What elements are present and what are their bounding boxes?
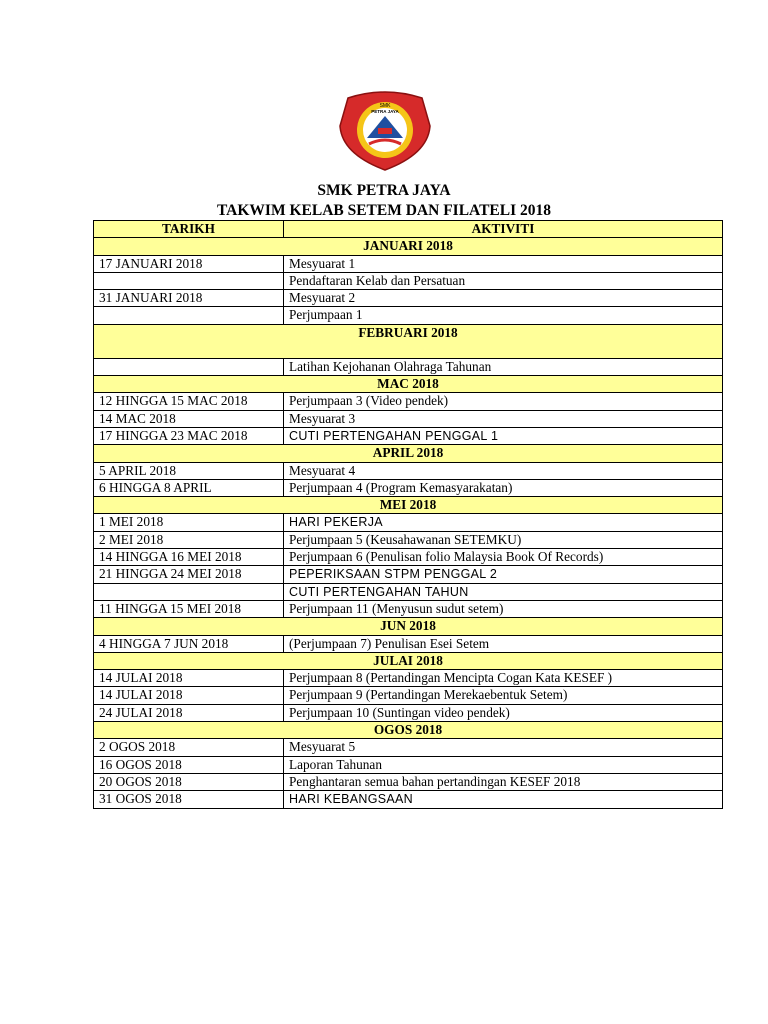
- table-row: [94, 358, 723, 375]
- activity-cell: Perjumpaan 3 (Video pendek): [284, 393, 723, 410]
- date-cell: 17 JANUARI 2018: [94, 255, 284, 272]
- date-cell: 2 OGOS 2018: [94, 739, 284, 756]
- date-cell: 20 OGOS 2018: [94, 773, 284, 790]
- activity-cell: Perjumpaan 8 (Pertandingan Mencipta Cogan Kata KESEF ): [284, 670, 723, 687]
- activity-cell: Mesyuarat 4: [284, 462, 723, 479]
- month-header-row: [94, 376, 723, 393]
- date-cell: 12 HINGGA 15 MAC 2018: [94, 393, 284, 410]
- month-label: APRIL 2018: [94, 445, 723, 462]
- month-header-row: [94, 324, 723, 358]
- month-header-row: [94, 618, 723, 635]
- activity-cell: Perjumpaan 4 (Program Kemasyarakatan): [284, 479, 723, 496]
- table-row: [94, 393, 723, 410]
- activity-cell: Penghantaran semua bahan pertandingan KESEF 2018: [284, 773, 723, 790]
- document-subtitle: TAKWIM KELAB SETEM DAN FILATELI 2018: [216, 202, 551, 219]
- month-label: MAC 2018: [94, 376, 723, 393]
- activity-cell: Mesyuarat 2: [284, 290, 723, 307]
- table-row: [94, 307, 723, 324]
- document-title: SMK PETRA JAYA: [317, 182, 451, 199]
- month-label: FEBRUARI 2018: [94, 324, 723, 358]
- date-cell: 24 JULAI 2018: [94, 704, 284, 721]
- table-row: [94, 687, 723, 704]
- date-cell: 14 JULAI 2018: [94, 687, 284, 704]
- activity-cell: Mesyuarat 5: [284, 739, 723, 756]
- date-cell: 1 MEI 2018: [94, 514, 284, 531]
- date-cell: [94, 272, 284, 289]
- date-cell: 17 HINGGA 23 MAC 2018: [94, 427, 284, 444]
- date-cell: 14 MAC 2018: [94, 410, 284, 427]
- table-row: [94, 462, 723, 479]
- table-row: [94, 531, 723, 548]
- month-label: MEI 2018: [94, 497, 723, 514]
- activity-cell: Perjumpaan 1: [284, 307, 723, 324]
- month-label: OGOS 2018: [94, 722, 723, 739]
- month-header-row: [94, 497, 723, 514]
- svg-text:PETRA JAYA: PETRA JAYA: [371, 109, 399, 114]
- month-label: JANUARI 2018: [94, 238, 723, 255]
- date-cell: 11 HINGGA 15 MEI 2018: [94, 600, 284, 617]
- activity-cell: HARI KEBANGSAAN: [284, 791, 723, 808]
- month-header-row: [94, 722, 723, 739]
- date-cell: [94, 583, 284, 600]
- activity-calendar-table: [93, 220, 723, 809]
- table-row: [94, 272, 723, 289]
- date-cell: 16 OGOS 2018: [94, 756, 284, 773]
- table-row: [94, 566, 723, 583]
- table-row: [94, 756, 723, 773]
- month-label: JUN 2018: [94, 618, 723, 635]
- month-header-row: [94, 238, 723, 255]
- month-header-row: [94, 445, 723, 462]
- activity-cell: Perjumpaan 5 (Keusahawanan SETEMKU): [284, 531, 723, 548]
- date-cell: 6 HINGGA 8 APRIL: [94, 479, 284, 496]
- date-cell: 31 OGOS 2018: [94, 791, 284, 808]
- activity-cell: Mesyuarat 1: [284, 255, 723, 272]
- header-date: TARIKH: [94, 221, 284, 238]
- date-cell: 14 HINGGA 16 MEI 2018: [94, 549, 284, 566]
- activity-cell: Perjumpaan 11 (Menyusun sudut setem): [284, 600, 723, 617]
- date-cell: 4 HINGGA 7 JUN 2018: [94, 635, 284, 652]
- date-cell: 14 JULAI 2018: [94, 670, 284, 687]
- activity-cell: CUTI PERTENGAHAN TAHUN: [284, 583, 723, 600]
- table-row: [94, 514, 723, 531]
- svg-text:SMK: SMK: [379, 103, 391, 109]
- activity-cell: Pendaftaran Kelab dan Persatuan: [284, 272, 723, 289]
- table-row: [94, 670, 723, 687]
- table-row: [94, 549, 723, 566]
- table-row: [94, 773, 723, 790]
- table-row: [94, 479, 723, 496]
- table-row: [94, 600, 723, 617]
- table-header-row: [94, 221, 723, 238]
- activity-cell: Perjumpaan 9 (Pertandingan Merekaebentuk Setem): [284, 687, 723, 704]
- activity-cell: Latihan Kejohanan Olahraga Tahunan: [284, 358, 723, 375]
- date-cell: 31 JANUARI 2018: [94, 290, 284, 307]
- table-row: [94, 635, 723, 652]
- table-row: [94, 255, 723, 272]
- date-cell: 5 APRIL 2018: [94, 462, 284, 479]
- school-crest-logo: [338, 88, 432, 172]
- date-cell: [94, 358, 284, 375]
- date-cell: [94, 307, 284, 324]
- activity-cell: PEPERIKSAAN STPM PENGGAL 2: [284, 566, 723, 583]
- activity-cell: CUTI PERTENGAHAN PENGGAL 1: [284, 427, 723, 444]
- table-row: [94, 583, 723, 600]
- table-row: [94, 290, 723, 307]
- activity-cell: Perjumpaan 6 (Penulisan folio Malaysia Book Of Records): [284, 549, 723, 566]
- table-row: [94, 739, 723, 756]
- activity-cell: Perjumpaan 10 (Suntingan video pendek): [284, 704, 723, 721]
- table-row: [94, 704, 723, 721]
- month-label: JULAI 2018: [94, 652, 723, 669]
- activity-cell: HARI PEKERJA: [284, 514, 723, 531]
- date-cell: 21 HINGGA 24 MEI 2018: [94, 566, 284, 583]
- table-row: [94, 410, 723, 427]
- activity-cell: Mesyuarat 3: [284, 410, 723, 427]
- table-row: [94, 427, 723, 444]
- month-header-row: [94, 652, 723, 669]
- activity-cell: (Perjumpaan 7) Penulisan Esei Setem: [284, 635, 723, 652]
- table-row: [94, 791, 723, 808]
- activity-cell: Laporan Tahunan: [284, 756, 723, 773]
- date-cell: 2 MEI 2018: [94, 531, 284, 548]
- header-activity: AKTIVITI: [284, 221, 723, 238]
